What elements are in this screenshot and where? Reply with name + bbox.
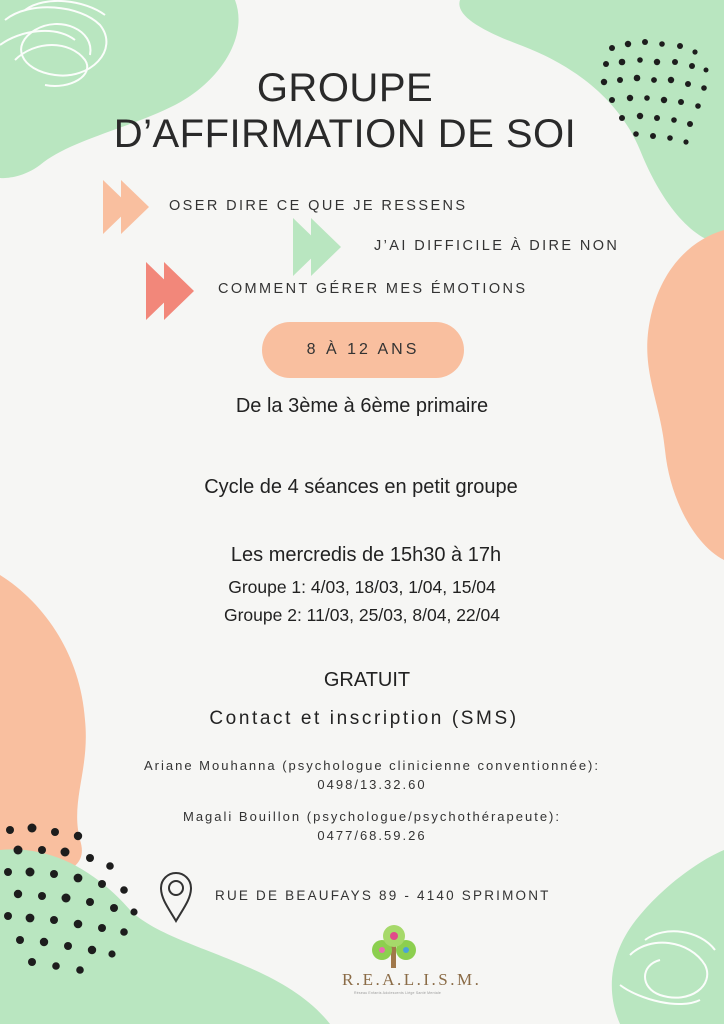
contact-2-phone: 0477/68.59.26 — [317, 828, 427, 843]
age-badge: 8 À 12 ANS — [262, 322, 464, 378]
schedule-group-1: Groupe 1: 4/03, 18/03, 1/04, 15/04 — [228, 577, 496, 597]
title-line-2: D’AFFIRMATION DE SOI — [113, 112, 577, 156]
bullet-item-saying-no: J’AI DIFFICILE À DIRE NON — [374, 238, 620, 254]
schedule-group-2: Groupe 2: 11/03, 25/03, 8/04, 22/04 — [223, 605, 500, 625]
schedule-days: Les mercredis de 15h30 à 17h — [230, 544, 502, 566]
grades-text: De la 3ème à 6ème primaire — [235, 395, 489, 417]
location-pin-icon — [159, 871, 193, 923]
double-play-icon — [103, 180, 161, 234]
bullet-item-feelings: OSER DIRE CE QUE JE RESSENS — [169, 198, 468, 214]
title-line-1: GROUPE — [256, 66, 434, 110]
contact-heading: Contact et inscription (SMS) — [209, 708, 519, 729]
logo-name: R.E.A.L.I.S.M. — [342, 970, 482, 989]
cycle-text: Cycle de 4 séances en petit groupe — [204, 476, 518, 498]
contact-2-name: Magali Bouillon (psychologue/psychothérapeute): — [182, 809, 561, 824]
logo-tagline: Réseau Enfants Adolescents Liège Santé Mentale — [354, 991, 442, 995]
tree-logo-icon — [368, 922, 420, 970]
double-play-icon — [293, 218, 351, 276]
contact-1-phone: 0498/13.32.60 — [317, 777, 427, 792]
bullet-item-emotions: COMMENT GÉRER MES ÉMOTIONS — [218, 281, 528, 297]
address-text: RUE DE BEAUFAYS 89 - 4140 SPRIMONT — [215, 888, 551, 903]
contact-1-name: Ariane Mouhanna (psychologue clinicienne conventionnée): — [143, 758, 600, 773]
price-text: GRATUIT — [323, 669, 411, 691]
double-play-icon — [146, 262, 206, 320]
